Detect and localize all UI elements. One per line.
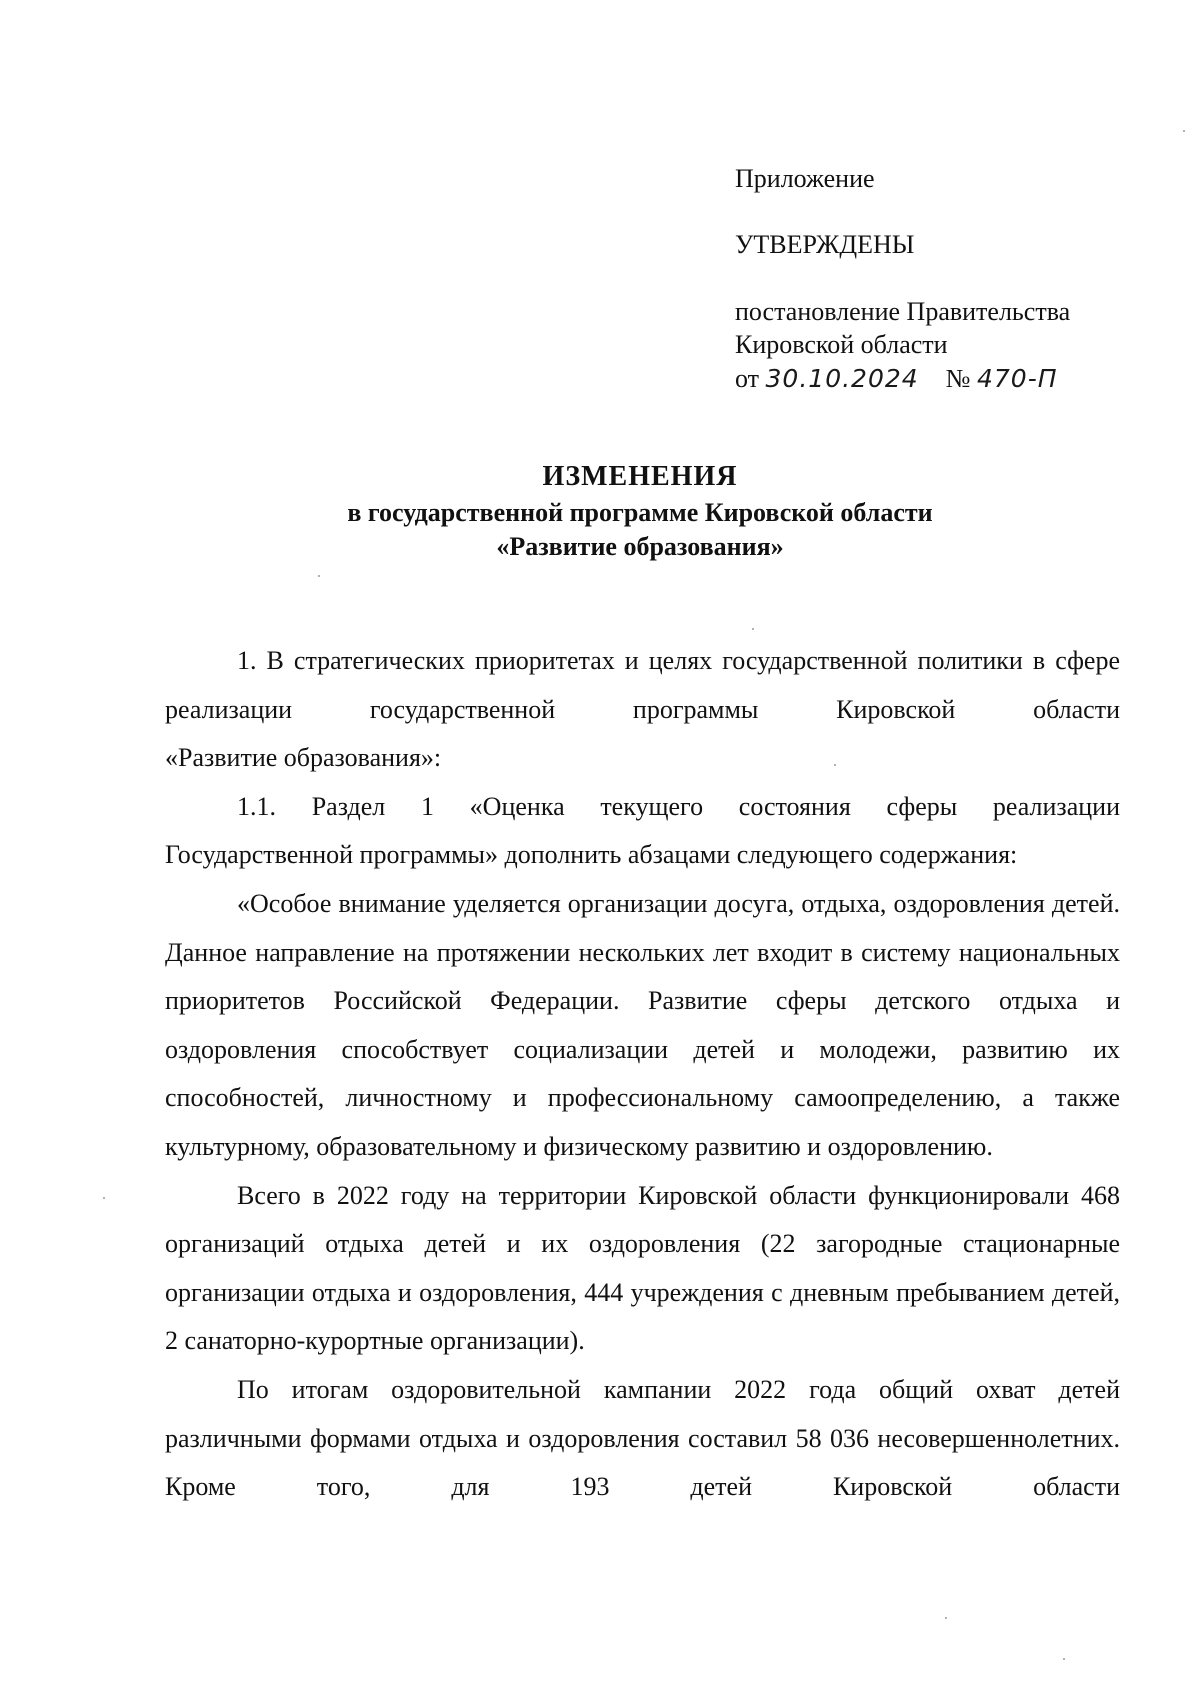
resolution-line-2: Кировской области xyxy=(735,330,948,359)
paragraph-1-end: «Развитие образования»: xyxy=(165,743,442,773)
number-sign: № xyxy=(945,364,971,393)
paragraph-2-end: Государственной программы» дополнить абзацами следующего содержания: xyxy=(165,840,1018,870)
document-title xyxy=(160,458,1120,564)
handwritten-date: 30.10.2024 xyxy=(765,364,919,393)
title-line-2: в государственной программе Кировской области xyxy=(347,498,933,527)
date-prefix: от xyxy=(735,364,760,393)
scan-speck xyxy=(945,1617,947,1619)
resolution-date-number-line xyxy=(735,362,1058,396)
title-line-3: «Развитие образования» xyxy=(496,532,784,561)
paragraph-3: «Особое внимание уделяется организации досуга, отдыха, оздоровления детей. Данное направление на протяжении нескольких лет входит в систему национальных приоритетов Российской Федерации. Развитие сферы детского отдыха и оздоровления способствует социализации детей и молодежи, развитию их способностей, личностному и профессиональному самоопределению, а также культурному, образовательному и физическому развитию и оздоровлению. xyxy=(165,888,1120,1161)
scan-speck xyxy=(318,575,320,577)
scan-speck xyxy=(103,1197,105,1199)
document-body xyxy=(165,637,1120,1512)
resolution-line-1: постановление Правительства xyxy=(735,297,1071,326)
appendix-label: Приложение xyxy=(735,164,875,193)
scan-speck xyxy=(1063,1658,1065,1660)
scan-speck xyxy=(834,764,836,766)
paragraph-4: Всего в 2022 году на территории Кировской области функционировали 468 организаций отдыха детей и их оздоровления (22 загородные стационарные организации отдыха и оздоровления, 444 учреждения с дневным пребыванием детей, 2 санаторно-курортные организации). xyxy=(165,1180,1120,1356)
paragraph-1: 1. В стратегических приоритетах и целях государственной политики в сфере реализации государственной программы Кировской области xyxy=(165,646,1120,724)
paragraph-2: 1.1. Раздел 1 «Оценка текущего состояния сферы реализации xyxy=(237,791,1120,821)
handwritten-number: 470-П xyxy=(976,364,1058,393)
scan-speck xyxy=(1183,130,1185,132)
approved-label: УТВЕРЖДЕНЫ xyxy=(735,230,915,259)
title-line-1: ИЗМЕНЕНИЯ xyxy=(542,461,738,492)
paragraph-5: По итогам оздоровительной кампании 2022 года общий охват детей различными формами отдыха и оздоровления составил 58 036 несовершеннолетних. Кроме того, для 193 детей Кировской области xyxy=(165,1374,1120,1502)
scan-speck xyxy=(752,628,754,630)
